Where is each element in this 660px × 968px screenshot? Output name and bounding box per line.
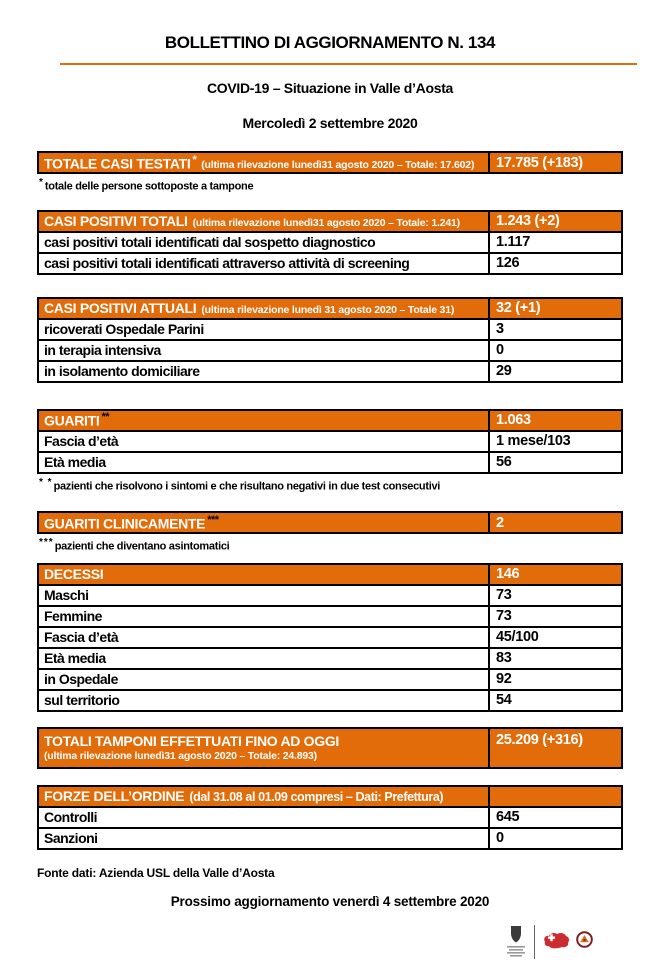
footnote-totale-casi-testati [39,177,623,193]
guariti-table [37,409,623,474]
header-label: TOTALE CASI TESTATI [44,155,191,172]
row-value: 3 [489,319,622,340]
table-row [38,431,622,452]
header-value: 25.209 (+316) [496,731,583,748]
header-label-cell [38,298,489,319]
table-block-decessi [37,563,623,712]
footnote-guariti [39,477,623,493]
header-label: CASI POSITIVI TOTALI [44,213,188,230]
guariti-clinicamente-header-row [38,512,622,533]
footnote-marker: * [39,177,44,188]
header-value-cell [489,564,622,585]
row-value: 126 [489,253,622,274]
tables-area [37,151,623,850]
forze-dellordine-table [37,785,623,850]
forze-dellordine-header-row [38,786,622,807]
row-value: 645 [489,807,622,828]
header-label-cell [38,564,489,585]
usl-valle-daosta-red-logo-icon [542,931,569,955]
next-update-line: Prossimo aggiornamento venerdì 4 settembre 2020 [170,893,490,909]
table-block-forze-dellordine [37,785,623,850]
title-underline [60,63,637,65]
header-value: 17.785 (+183) [496,154,583,171]
row-label: Età media [38,452,489,473]
row-label: sul territorio [38,690,489,711]
header-asterisk: *** [207,513,219,526]
row-label: in Ospedale [38,669,489,690]
header-value-cell [489,728,622,768]
table-block-totali-tamponi [37,727,623,769]
row-value: 29 [489,361,622,382]
header-label-cell [38,786,489,807]
footnote-text: pazienti che risolvono i sintomi e che risultano negativi in due test consecutivi [53,480,441,493]
row-value: 56 [489,452,622,473]
row-label: ricoverati Ospedale Parini [38,319,489,340]
casi-positivi-attuali-table [37,297,623,383]
header-note: (ultima rilevazione lunedì31 agosto 2020 – Totale: 17.602) [201,159,475,172]
row-label: Femmine [38,606,489,627]
header-label-cell [38,728,489,768]
row-value: 92 [489,669,622,690]
table-block-guariti [37,409,623,493]
row-label: Fascia d’età [38,627,489,648]
header-label-cell [38,152,489,173]
row-value: 1 mese/103 [489,431,622,452]
totali-tamponi-table [37,727,623,769]
totale-casi-testati-table [37,151,623,174]
row-value: 1.117 [489,232,622,253]
header-label: TOTALI TAMPONI EFFETTUATI FINO AD OGGI [44,732,340,749]
table-block-totale-casi-testati [37,151,623,193]
header-note: (ultima rilevazione lunedì31 agosto 2020 – Totale: 24.893) [44,749,317,762]
footer-logos [37,925,623,968]
header-value-cell [489,152,622,173]
row-value: 0 [489,340,622,361]
table-block-casi-positivi-attuali [37,297,623,383]
table-row [38,606,622,627]
header-value: 2 [496,514,504,531]
casi-positivi-totali-header-row [38,211,622,232]
row-value: 0 [489,828,622,849]
table-row [38,232,622,253]
casi-positivi-attuali-header-row [38,298,622,319]
header-note: (ultima rilevazione lunedì 31 agosto 2020 – Totale 31) [201,304,455,317]
table-block-guariti-clinicamente [37,511,623,553]
footnote-text: totale delle persone sottoposte a tampone [44,180,254,193]
casi-positivi-totali-table [37,210,623,275]
table-row [38,361,622,382]
row-value: 83 [489,648,622,669]
header-value-cell [489,512,622,533]
header-label: CASI POSITIVI ATTUALI [44,300,197,317]
table-row [38,807,622,828]
header-label-cell [38,410,489,431]
table-row [38,648,622,669]
row-label: Età media [38,648,489,669]
page-title: BOLLETTINO DI AGGIORNAMENTO N. 134 [164,33,496,52]
header-label: GUARITI [44,412,100,429]
decessi-table [37,563,623,712]
table-row [38,452,622,473]
row-label: casi positivi totali identificati attraverso attività di screening [38,253,489,274]
row-label: Controlli [38,807,489,828]
header-label-cell [38,512,489,533]
footnote-marker: * * [39,476,53,488]
row-value: 45/100 [489,627,622,648]
totali-tamponi-header-row [38,728,622,768]
table-row [38,669,622,690]
header-value-cell [489,211,622,232]
header-label: GUARITI CLINICAMENTE [44,515,206,532]
page-subtitle: COVID-19 – Situazione in Valle d’Aosta [206,80,454,96]
row-label: in terapia intensiva [38,340,489,361]
row-value: 73 [489,606,622,627]
table-row [38,319,622,340]
header-label: FORZE DELL’ORDINE [44,788,185,805]
row-label: Fascia d’età [38,431,489,452]
header-note: (ultima rilevazione lunedì31 agosto 2020 – Totale: 1.241) [192,217,460,230]
header-label: DECESSI [44,566,104,583]
logo-divider [534,925,535,959]
header-value-cell [489,410,622,431]
table-block-casi-positivi-totali [37,210,623,275]
header-value: 1.063 [496,412,531,429]
header-value: 32 (+1) [496,300,541,317]
row-label: Sanzioni [38,828,489,849]
row-label: in isolamento domiciliare [38,361,489,382]
row-label: Maschi [38,585,489,606]
table-row [38,627,622,648]
regione-valle-daosta-crest-icon [505,925,527,968]
table-row [38,690,622,711]
footnote-guariti-clinicamente [39,537,623,553]
header-value-cell [489,786,622,807]
row-value: 73 [489,585,622,606]
decessi-header-row [38,564,622,585]
table-row [38,585,622,606]
header-value: 146 [496,566,520,583]
guariti-clinicamente-table [37,511,623,534]
header-value: 1.243 (+2) [496,213,560,230]
footnote-marker: *** [39,537,54,549]
header-asterisk: ** [101,411,110,424]
header-value-cell [489,298,622,319]
footnote-text: pazienti che diventano asintomatici [54,540,230,553]
totale-casi-testati-header-row [38,152,622,173]
table-row [38,253,622,274]
data-source-line: Fonte dati: Azienda USL della Valle d’Aosta [37,865,275,880]
protezione-civile-badge-icon [576,931,593,953]
row-value: 54 [489,690,622,711]
row-label: casi positivi totali identificati dal sospetto diagnostico [38,232,489,253]
header-asterisk: * [192,153,197,166]
header-note: (dal 31.08 al 01.09 compresi – Dati: Prefettura) [189,790,444,805]
guariti-header-row [38,410,622,431]
table-row [38,340,622,361]
table-row [38,828,622,849]
header-label-cell [38,211,489,232]
bulletin-date: Mercoledì 2 settembre 2020 [242,115,418,131]
